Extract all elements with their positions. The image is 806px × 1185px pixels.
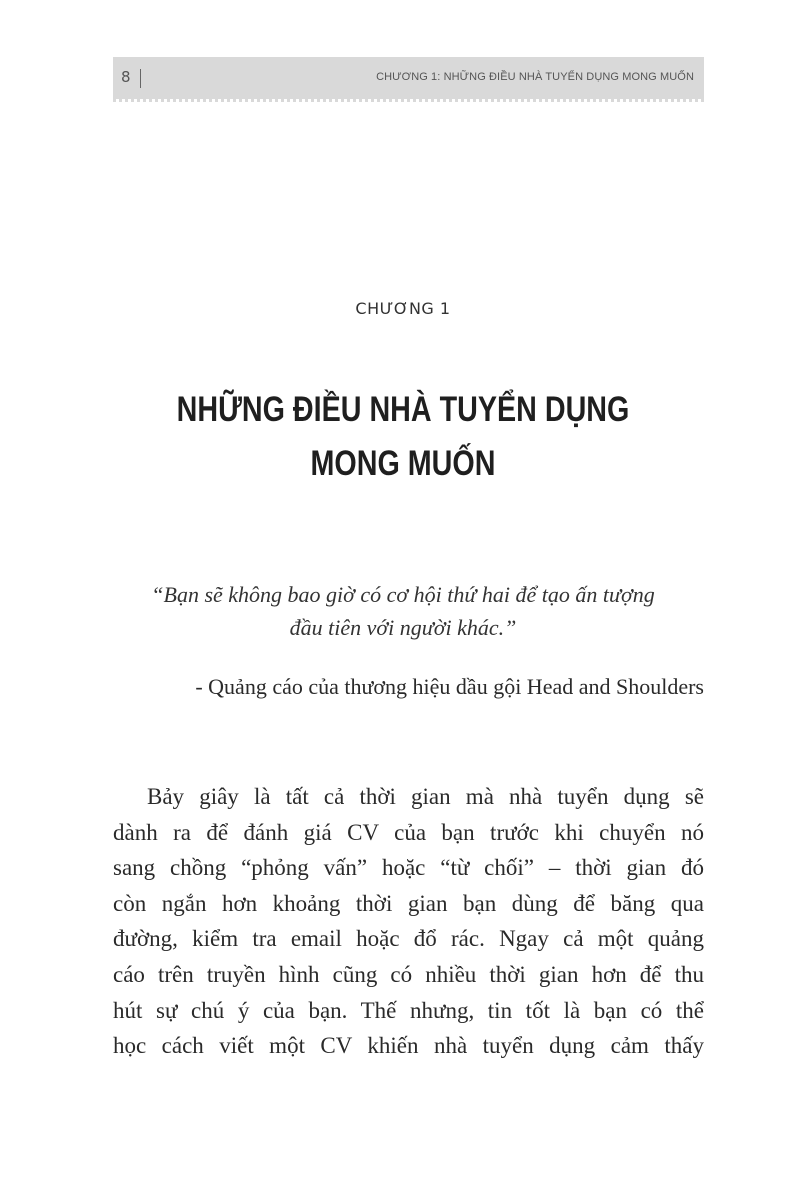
body-line: học cách viết một CV khiến nhà tuyển dụng cảm thấy: [113, 1033, 704, 1059]
body-line: còn ngắn hơn khoảng thời gian bạn dùng để băng qua: [113, 890, 704, 916]
body-line: dành ra để đánh giá CV của bạn trước khi chuyển nó: [113, 819, 704, 845]
body-line: Bảy giây là tất cả thời gian mà nhà tuyển dụng sẽ: [147, 784, 704, 809]
chapter-title-line: NHỮNG ĐIỀU NHÀ TUYỂN DỤNG: [176, 390, 630, 429]
body-line: cáo trên truyền hình cũng có nhiều thời gian hơn để thu: [113, 961, 704, 987]
page-number: 8: [121, 68, 131, 86]
epigraph-quote: [0, 578, 806, 644]
epigraph-attribution: - Quảng cáo của thương hiệu dầu gội Head and Shoulders: [195, 674, 704, 699]
body-paragraph: [113, 779, 704, 1064]
chapter-title-line: MONG MUỐN: [310, 444, 496, 483]
epigraph-line: “Bạn sẽ không bao giờ có cơ hội thứ hai để tạo ấn tượng: [151, 582, 655, 607]
chapter-label: CHƯƠNG 1: [355, 299, 451, 318]
body-line: sang chồng “phỏng vấn” hoặc “từ chối” – thời gian đó: [113, 855, 704, 881]
body-line: đường, kiểm tra email hoặc đổ rác. Ngay cả một quảng: [113, 926, 704, 952]
header-divider: [140, 69, 141, 88]
header-chapter-title: CHƯƠNG 1: NHỮNG ĐIỀU NHÀ TUYỂN DỤNG MONG MUỐN: [376, 71, 694, 83]
chapter-title: [73, 383, 734, 491]
running-header: [113, 57, 704, 99]
body-line: hút sự chú ý của bạn. Thế nhưng, tin tốt là bạn có thể: [113, 997, 704, 1023]
epigraph-line: đầu tiên với người khác.”: [289, 615, 517, 640]
